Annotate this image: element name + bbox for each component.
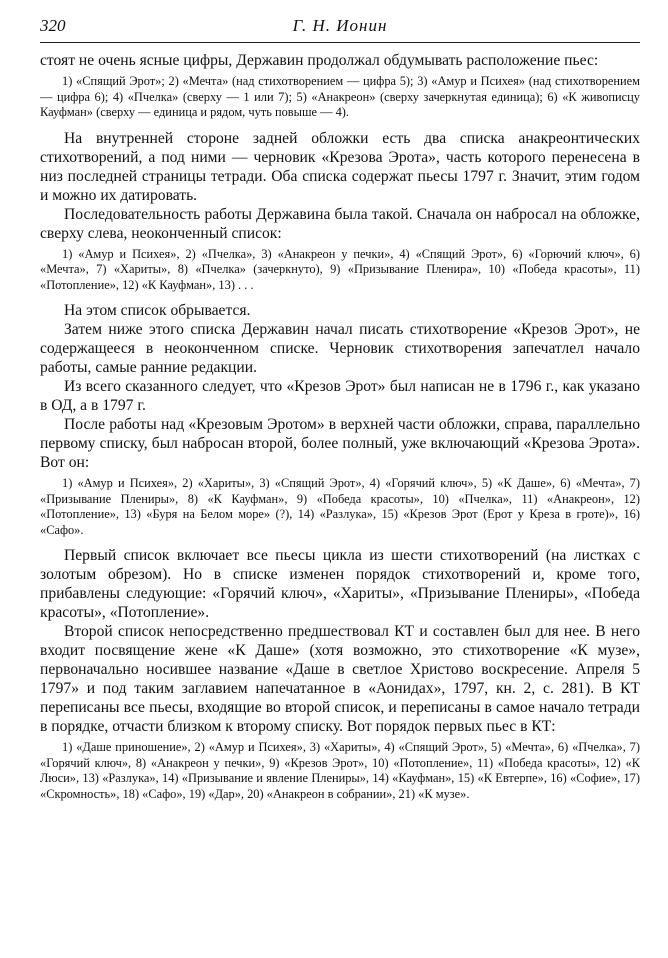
list-second: 1) «Амур и Психея», 2) «Хариты», 3) «Спящий Эрот», 4) «Горячий ключ», 5) «К Даше», 6) «Мечта», 7) «Призывание Плениры», 8) «К Кауфман», 9) «Победа красоты», 10) «Пчелка», 11) «Анакреон», 12) «Потопление», 13) «Буря на Белом море» (?), 14) «Разлука», 15) «Крезов Эрот (Ерот у Креза в гроте)», 16) «Сафо». xyxy=(40,476,640,537)
list-kt-order: 1) «Даше приношение», 2) «Амур и Психея», 3) «Хариты», 4) «Спящий Эрот», 5) «Мечта», 6) «Пчелка», 7) «Горячий ключ», 8) «Анакреон у печки», 9) «Крезов Эрот», 10) «Потопление», 11) «Победа красоты», 12) «К Люси», 13) «Разлука», 14) «Призывание и явление Плениры», 14) «Кауфман», 15) «К Евтерпе», 16) «Софие», 17) «Скромность», 18) «Сафо», 19) «Дар», 20) «Анакреон в собрании», 21) «К музе». xyxy=(40,740,640,801)
paragraph-back-cover: На внутренней стороне задней обложки есть два списка анакреонтических стихотворений, а под ними — черновик «Крезова Эрота», часть которого перенесена в низ последней страницы тетради. Оба списка содержат пьесы 1797 г. Значит, этим годом и можно их датировать. xyxy=(40,129,640,204)
header-rule xyxy=(40,42,640,43)
paragraph-first-list-cycle: Первый список включает все пьесы цикла из шести стихотворений (на листках с золотым обрезом). Но в списке изменен порядок стихотворений и, кроме того, прибавлены следующие: «Горячий ключ», «Хариты», «Призывание Плениры», «Победа красоты», «Потопление». xyxy=(40,547,640,621)
page-number: 320 xyxy=(40,16,66,35)
paragraph-second-list: После работы над «Крезовым Эротом» в верхней части обложки, справа, параллельно первому списку, был набросан второй, более полный, уже включающий «Крезова Эрота». Вот он: xyxy=(40,416,640,471)
page-header xyxy=(40,14,640,38)
list-unfinished: 1) «Амур и Психея», 2) «Пчелка», 3) «Анакреон у печки», 4) «Спящий Эрот», 6) «Горючий ключ», 6) «Мечта», 7) «Хариты», 8) «Пчелка» (зачеркнуто), 9) «Призывание Пленира», 10) «Победа красоты», 11) «Потопление», 12) «К Кауфман», 13) . . . xyxy=(40,246,640,292)
running-title: Г. Н. Ионин xyxy=(292,16,388,35)
paragraph-continuation: стоят не очень ясные цифры, Державин продолжал обдумывать расположение пьес: xyxy=(40,52,599,69)
paragraph-dating: Из всего сказанного следует, что «Крезов Эрот» был написан не в 1796 г., как указано в ОД, а в 1797 г. xyxy=(40,378,640,414)
list-arrangement: 1) «Спящий Эрот»; 2) «Мечта» (над стихотворением — цифра 5); 3) «Амур и Психея» (над стихотворением — цифра 6); 4) «Пчелка» (сверху — 1 или 7); 5) «Анакреон» (сверху зачеркнутая единица); 6) «К живописцу Кауфман» (сверху — единица и рядом, чуть повыше — 4). xyxy=(40,74,640,119)
paragraph-kt: Второй список непосредственно предшествовал КТ и составлен был для нее. В него входит посвящение жене «К Даше» (хотя возможно, это стихотворение «К музе», первоначально носившее название «Даше в светлое Христово воскресение. Апреля 5 1797» и под таким заглавием напечатанное в «Аонидах», 1797, кн. 2, с. 281). В КТ переписаны все пьесы, входящие во второй список, и переписаны в самое начало тетради в порядке, отчасти близком к второму списку. Вот порядок первых пьес в КТ: xyxy=(40,623,640,735)
paragraph-work-sequence: Последовательность работы Державина была такой. Сначала он набросал на обложке, сверху слева, неоконченный список: xyxy=(40,205,640,242)
paragraph-list-breaks: На этом список обрывается. xyxy=(64,302,251,319)
paragraph-krezov-erot: Затем ниже этого списка Державин начал писать стихотворение «Крезов Эрот», не содержащееся в неоконченном списке. Черновик стихотворения запечатлел начало работы, самые ранние редакции. xyxy=(40,321,640,376)
